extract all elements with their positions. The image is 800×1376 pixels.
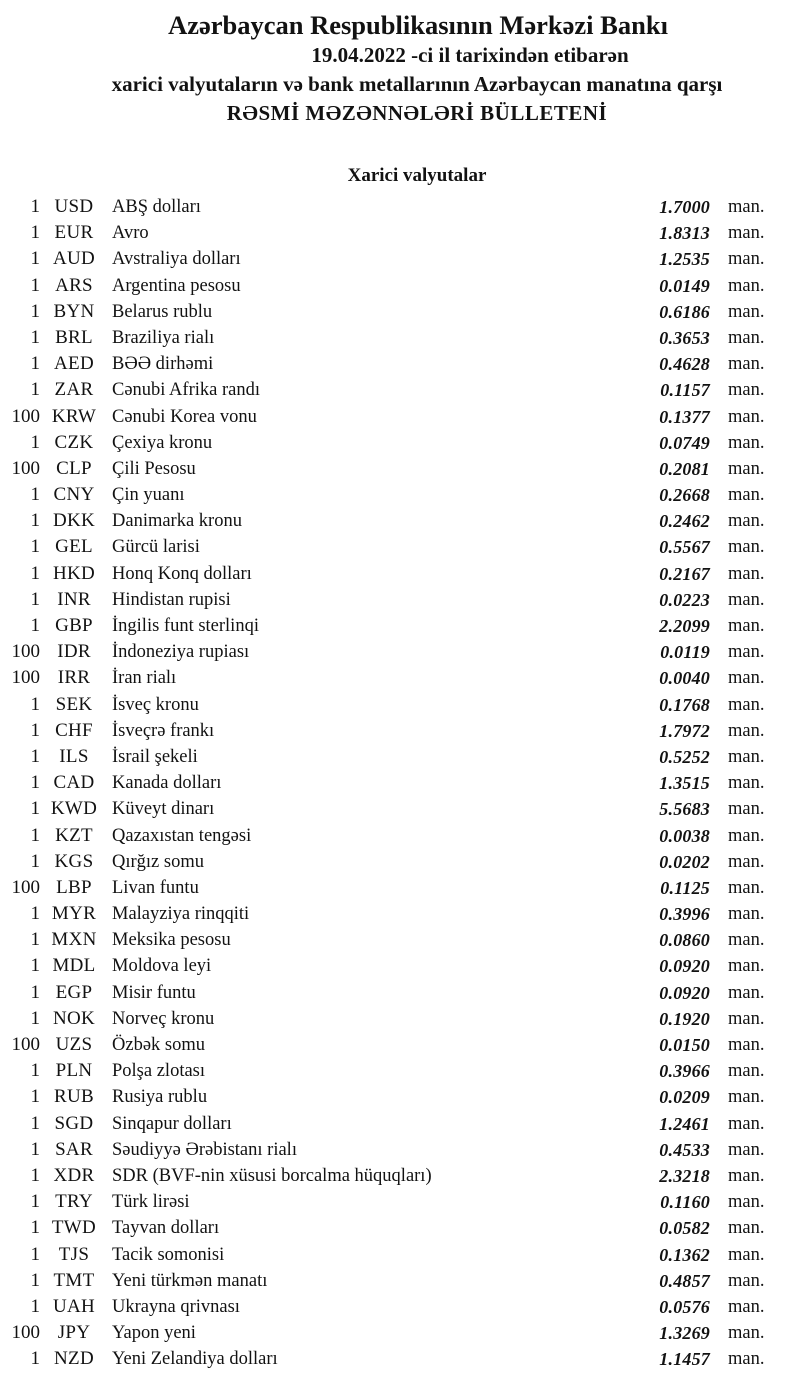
currency-name: Tayvan dolları	[112, 1218, 220, 1239]
currency-name: BƏƏ dirhəmi	[112, 354, 214, 375]
row-quantity: 1	[30, 353, 40, 375]
row-quantity: 1	[30, 1007, 40, 1029]
table-row	[0, 1346, 800, 1372]
row-quantity: 1	[30, 1295, 40, 1317]
currency-code: USD	[54, 196, 94, 217]
row-quantity: 1	[30, 693, 40, 715]
row-quantity: 1	[30, 1243, 40, 1265]
currency-name: İsveçrə frankı	[112, 720, 215, 741]
currency-name: Küveyt dinarı	[112, 799, 215, 820]
table-row	[0, 430, 800, 456]
exchange-rate: 0.2668	[659, 485, 710, 506]
currency-code: EUR	[54, 222, 94, 244]
unit-label: man.	[728, 616, 765, 636]
table-row	[0, 482, 800, 508]
currency-code: NOK	[52, 1007, 96, 1029]
subject-line: xarici valyutaların və bank metallarının Azərbaycan manatına qarşı	[111, 72, 723, 96]
table-row	[0, 456, 800, 482]
currency-name: Avro	[112, 223, 149, 244]
row-quantity: 100	[11, 641, 40, 663]
table-row	[0, 613, 800, 639]
currency-code: UAH	[52, 1295, 96, 1317]
unit-label: man.	[728, 773, 765, 794]
currency-code: SAR	[55, 1138, 93, 1160]
row-quantity: 1	[30, 274, 40, 296]
currency-name: Livan funtu	[112, 877, 199, 898]
table-row	[0, 692, 800, 718]
exchange-rate: 0.1125	[660, 877, 710, 898]
currency-name: Argentina pesosu	[112, 275, 241, 296]
exchange-rate: 0.1920	[659, 1008, 710, 1029]
unit-label: man.	[728, 275, 765, 296]
row-quantity: 1	[30, 929, 40, 951]
currency-code: EGP	[55, 981, 93, 1003]
exchange-rate: 0.1362	[659, 1244, 710, 1265]
table-row	[0, 953, 800, 979]
unit-label: man.	[728, 1270, 765, 1291]
currency-code: LBP	[56, 876, 92, 898]
unit-label: man.	[728, 1139, 765, 1160]
unit-label: man.	[728, 1192, 765, 1213]
row-quantity: 1	[30, 1269, 40, 1291]
unit-label: man.	[728, 982, 765, 1003]
currency-name: Səudiyyə Ərəbistanı rialı	[112, 1139, 297, 1160]
currency-code: XDR	[53, 1164, 95, 1186]
exchange-rate: 2.3218	[659, 1165, 710, 1186]
exchange-rate: 0.0038	[659, 825, 710, 846]
section-title-foreign-currencies: Xarici valyutalar	[347, 165, 487, 186]
document-header	[0, 0, 800, 127]
currency-code: MXN	[51, 929, 97, 951]
row-quantity: 100	[11, 405, 40, 427]
currency-name: Tacik somonisi	[112, 1244, 225, 1265]
row-quantity: 1	[30, 300, 40, 322]
exchange-rate: 1.3515	[659, 773, 710, 794]
currency-name: Polşa zlotası	[112, 1061, 206, 1082]
currency-name: İndoneziya rupiası	[112, 642, 250, 663]
currency-code: CAD	[53, 772, 95, 794]
exchange-rate: 0.0202	[659, 851, 710, 872]
currency-name: Moldova leyi	[112, 956, 212, 977]
currency-name: Ukrayna qrivnası	[112, 1296, 240, 1317]
currency-name: İsrail şekeli	[112, 746, 198, 767]
exchange-rate: 5.5683	[659, 799, 710, 820]
currency-name: Braziliya rialı	[112, 327, 215, 348]
table-row	[0, 1058, 800, 1084]
exchange-rate: 1.2535	[659, 249, 710, 270]
row-quantity: 1	[30, 1164, 40, 1186]
currency-code: AUD	[52, 248, 96, 270]
currency-name: Qazaxıstan tengəsi	[112, 825, 252, 846]
currency-code: SGD	[54, 1112, 94, 1134]
unit-label: man.	[728, 1323, 765, 1344]
row-quantity: 1	[30, 615, 40, 636]
currency-code: SEK	[55, 693, 93, 715]
table-row	[0, 561, 800, 587]
currency-table	[0, 194, 800, 1372]
exchange-rate: 0.0860	[659, 930, 710, 951]
unit-label: man.	[728, 1087, 765, 1108]
table-row	[0, 1084, 800, 1110]
currency-name: Belarus rublu	[112, 301, 213, 322]
currency-name: Meksika pesosu	[112, 930, 231, 951]
unit-label: man.	[728, 197, 765, 217]
unit-label: man.	[728, 1113, 765, 1134]
unit-label: man.	[728, 537, 765, 558]
currency-name: ABŞ dolları	[112, 197, 201, 217]
row-quantity: 1	[30, 484, 40, 506]
exchange-rate: 1.2461	[659, 1113, 710, 1134]
exchange-rate: 1.7000	[659, 197, 710, 217]
currency-name: Misir funtu	[112, 982, 196, 1003]
table-row	[0, 718, 800, 744]
row-quantity: 1	[30, 719, 40, 741]
currency-code: RUB	[54, 1086, 94, 1108]
exchange-rate: 0.1377	[659, 406, 710, 427]
unit-label: man.	[728, 249, 765, 270]
table-row	[0, 1268, 800, 1294]
table-row	[0, 770, 800, 796]
exchange-rate: 1.3269	[659, 1323, 710, 1344]
exchange-rate: 0.0040	[659, 668, 710, 689]
table-row	[0, 639, 800, 665]
row-quantity: 100	[11, 1034, 40, 1055]
exchange-rate: 0.2462	[659, 511, 710, 532]
unit-label: man.	[728, 1349, 765, 1370]
row-quantity: 1	[30, 248, 40, 270]
exchange-rate: 0.0119	[660, 642, 710, 663]
currency-name: Malayziya rinqqiti	[112, 904, 250, 925]
unit-label: man.	[728, 223, 765, 244]
exchange-rate: 1.8313	[659, 223, 710, 244]
unit-label: man.	[728, 380, 765, 401]
bank-name: Azərbaycan Respublikasının Mərkəzi Bankı	[168, 10, 668, 40]
unit-label: man.	[728, 720, 765, 741]
unit-label: man.	[728, 877, 765, 898]
row-quantity: 1	[30, 1086, 40, 1108]
currency-code: BYN	[53, 300, 95, 322]
currency-name: Yeni Zelandiya dolları	[112, 1349, 278, 1370]
table-row	[0, 1189, 800, 1215]
currency-code: GEL	[55, 536, 93, 558]
table-row	[0, 404, 800, 430]
effective-date-line: 19.04.2022 -ci il tarixindən etibarən	[311, 43, 629, 67]
exchange-rate: 0.0920	[659, 982, 710, 1003]
currency-code: TWD	[51, 1217, 97, 1239]
row-quantity: 1	[30, 903, 40, 925]
unit-label: man.	[728, 1035, 765, 1055]
currency-code: KWD	[50, 798, 98, 820]
currency-code: TRY	[55, 1191, 93, 1213]
unit-label: man.	[728, 354, 765, 375]
unit-label: man.	[728, 563, 765, 584]
currency-code: TJS	[58, 1243, 90, 1265]
currency-code: GBP	[55, 615, 93, 636]
exchange-rate: 0.0150	[659, 1035, 710, 1055]
unit-label: man.	[728, 327, 765, 348]
table-row	[0, 849, 800, 875]
exchange-rate: 0.1157	[660, 380, 710, 401]
row-quantity: 1	[30, 431, 40, 453]
table-row	[0, 1163, 800, 1189]
table-row	[0, 220, 800, 246]
row-quantity: 100	[11, 876, 40, 898]
unit-label: man.	[728, 825, 765, 846]
row-quantity: 1	[30, 772, 40, 794]
table-row	[0, 1215, 800, 1241]
currency-name: Honq Konq dolları	[112, 563, 252, 584]
exchange-rate: 0.3966	[659, 1061, 710, 1082]
table-row	[0, 246, 800, 272]
table-row	[0, 273, 800, 299]
currency-name: İngilis funt sterlinqi	[112, 616, 259, 636]
unit-label: man.	[728, 1165, 765, 1186]
table-row	[0, 1032, 800, 1058]
currency-code: AED	[54, 353, 94, 375]
row-quantity: 1	[30, 196, 40, 217]
exchange-rate: 0.5567	[659, 537, 710, 558]
unit-label: man.	[728, 746, 765, 767]
currency-name: Çili Pesosu	[112, 458, 196, 479]
currency-code: ARS	[55, 274, 93, 296]
table-row	[0, 508, 800, 534]
currency-code: INR	[57, 588, 91, 610]
exchange-rate: 0.3653	[659, 327, 710, 348]
currency-name: Gürcü larisi	[112, 537, 200, 558]
table-row	[0, 1006, 800, 1032]
row-quantity: 100	[11, 667, 40, 689]
table-row	[0, 587, 800, 613]
currency-name: Türk lirəsi	[112, 1192, 190, 1213]
row-quantity: 1	[30, 1348, 40, 1370]
currency-name: Sinqapur dolları	[112, 1113, 232, 1134]
currency-name: Çexiya kronu	[112, 432, 213, 453]
table-row	[0, 1242, 800, 1268]
row-quantity: 100	[11, 457, 40, 479]
exchange-rate: 0.2081	[659, 458, 710, 479]
table-row	[0, 194, 800, 220]
bulletin-title: RƏSMİ MƏZƏNNƏLƏRİ BÜLLETENİ	[226, 101, 608, 125]
table-row	[0, 744, 800, 770]
exchange-rate: 0.4857	[659, 1270, 710, 1291]
exchange-rate: 0.1160	[660, 1192, 710, 1213]
currency-name: Yapon yeni	[112, 1323, 196, 1344]
table-row	[0, 325, 800, 351]
unit-label: man.	[728, 1244, 765, 1265]
currency-code: UZS	[55, 1034, 93, 1055]
row-quantity: 1	[30, 850, 40, 872]
row-quantity: 1	[30, 379, 40, 401]
table-row	[0, 875, 800, 901]
row-quantity: 1	[30, 326, 40, 348]
currency-code: JPY	[57, 1322, 91, 1344]
currency-name: Qırğız somu	[112, 851, 204, 872]
row-quantity: 1	[30, 1217, 40, 1239]
table-row	[0, 665, 800, 691]
unit-label: man.	[728, 799, 765, 820]
currency-name: Cənubi Korea vonu	[112, 406, 257, 427]
currency-code: KZT	[55, 824, 93, 846]
row-quantity: 1	[30, 1060, 40, 1082]
exchange-rate: 0.0223	[659, 589, 710, 610]
table-row	[0, 796, 800, 822]
currency-code: TMT	[53, 1269, 95, 1291]
unit-label: man.	[728, 694, 765, 715]
table-row	[0, 927, 800, 953]
currency-code: ZAR	[54, 379, 94, 401]
currency-code: MYR	[51, 903, 97, 925]
currency-code: DKK	[52, 510, 96, 532]
exchange-rate: 0.0576	[659, 1296, 710, 1317]
currency-name: SDR (BVF-nin xüsusi borcalma hüquqları)	[112, 1165, 432, 1186]
exchange-rate: 0.1768	[659, 694, 710, 715]
currency-code: IDR	[57, 641, 91, 663]
table-row	[0, 534, 800, 560]
currency-name: İran rialı	[112, 668, 177, 689]
exchange-rate: 2.2099	[659, 616, 710, 636]
table-row	[0, 351, 800, 377]
unit-label: man.	[728, 930, 765, 951]
unit-label: man.	[728, 589, 765, 610]
unit-label: man.	[728, 485, 765, 506]
currency-name: Cənubi Afrika randı	[112, 380, 260, 401]
table-row	[0, 823, 800, 849]
unit-label: man.	[728, 511, 765, 532]
table-row	[0, 1294, 800, 1320]
row-quantity: 1	[30, 824, 40, 846]
unit-label: man.	[728, 1218, 765, 1239]
row-quantity: 1	[30, 745, 40, 767]
row-quantity: 1	[30, 955, 40, 977]
currency-code: IRR	[57, 667, 91, 689]
unit-label: man.	[728, 851, 765, 872]
currency-code: BRL	[55, 326, 93, 348]
exchange-rate: 0.0749	[659, 432, 710, 453]
unit-label: man.	[728, 642, 765, 663]
exchange-rate: 0.0920	[659, 956, 710, 977]
exchange-rate: 1.7972	[659, 720, 710, 741]
row-quantity: 1	[30, 1138, 40, 1160]
unit-label: man.	[728, 301, 765, 322]
exchange-rate: 0.6186	[659, 301, 710, 322]
unit-label: man.	[728, 956, 765, 977]
row-quantity: 1	[30, 510, 40, 532]
unit-label: man.	[728, 1296, 765, 1317]
row-quantity: 1	[30, 222, 40, 244]
currency-name: Norveç kronu	[112, 1008, 215, 1029]
currency-code: KRW	[51, 405, 97, 427]
table-row	[0, 1320, 800, 1346]
currency-code: ILS	[59, 745, 89, 767]
currency-name: Kanada dolları	[112, 773, 222, 794]
table-row	[0, 299, 800, 325]
currency-code: MDL	[52, 955, 96, 977]
currency-name: Rusiya rublu	[112, 1087, 208, 1108]
table-row	[0, 980, 800, 1006]
unit-label: man.	[728, 1008, 765, 1029]
table-row	[0, 1137, 800, 1163]
exchange-rate: 0.2167	[659, 563, 710, 584]
unit-label: man.	[728, 668, 765, 689]
currency-name: Avstraliya dolları	[112, 249, 241, 270]
currency-code: CNY	[53, 484, 95, 506]
exchange-rate: 1.1457	[659, 1349, 710, 1370]
table-row	[0, 1111, 800, 1137]
currency-code: PLN	[55, 1060, 93, 1082]
unit-label: man.	[728, 406, 765, 427]
exchange-rate: 0.0209	[659, 1087, 710, 1108]
row-quantity: 1	[30, 1112, 40, 1134]
exchange-rate: 0.3996	[659, 904, 710, 925]
table-row	[0, 377, 800, 403]
currency-code: CHF	[55, 719, 93, 741]
exchange-rate: 0.4533	[659, 1139, 710, 1160]
currency-code: NZD	[54, 1348, 94, 1370]
row-quantity: 1	[30, 981, 40, 1003]
table-row	[0, 901, 800, 927]
currency-code: KGS	[54, 850, 94, 872]
row-quantity: 1	[30, 798, 40, 820]
row-quantity: 1	[30, 1191, 40, 1213]
currency-name: Yeni türkmən manatı	[112, 1270, 268, 1291]
exchange-rate: 0.5252	[659, 746, 710, 767]
currency-name: Danimarka kronu	[112, 511, 242, 532]
currency-name: Çin yuanı	[112, 485, 185, 506]
row-quantity: 1	[30, 588, 40, 610]
row-quantity: 1	[30, 536, 40, 558]
unit-label: man.	[728, 432, 765, 453]
currency-name: Hindistan rupisi	[112, 589, 231, 610]
unit-label: man.	[728, 1061, 765, 1082]
unit-label: man.	[728, 458, 765, 479]
row-quantity: 1	[30, 562, 40, 584]
currency-name: Özbək somu	[112, 1035, 205, 1055]
currency-code: CZK	[54, 431, 94, 453]
exchange-rate: 0.0582	[659, 1218, 710, 1239]
exchange-rate: 0.0149	[659, 275, 710, 296]
currency-name: İsveç kronu	[112, 694, 199, 715]
exchange-rate: 0.4628	[659, 354, 710, 375]
currency-code: CLP	[56, 457, 92, 479]
currency-code: HKD	[52, 562, 96, 584]
row-quantity: 100	[11, 1322, 40, 1344]
unit-label: man.	[728, 904, 765, 925]
